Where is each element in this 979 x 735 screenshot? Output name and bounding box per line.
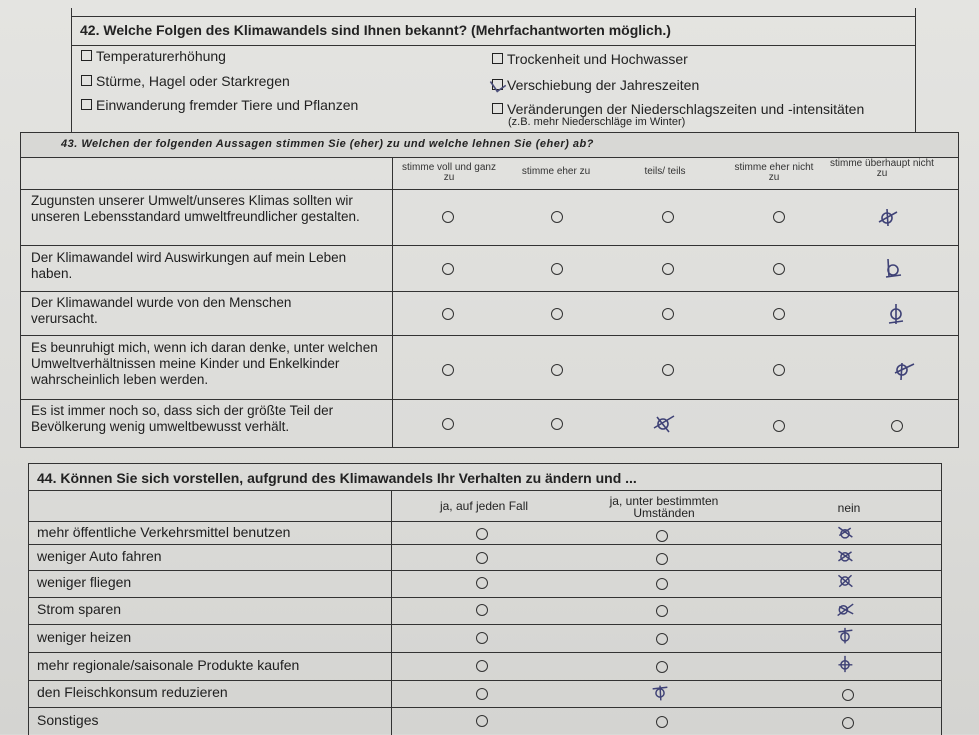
row-divider: [29, 597, 941, 598]
radio-option[interactable]: [842, 717, 854, 729]
q42-option-precipitation[interactable]: Veränderungen der Niederschlagszeiten und -intensitäten (z.B. mehr Niederschläge im Winter): [492, 101, 864, 128]
radio-option[interactable]: [656, 578, 668, 590]
radio-option[interactable]: [476, 528, 488, 540]
handwritten-mark-icon[interactable]: [836, 572, 854, 590]
radio-option[interactable]: [842, 689, 854, 701]
column-divider: [391, 490, 392, 735]
question-43-table: [20, 132, 959, 448]
behavior-less-driving: weniger Auto fahren: [37, 548, 162, 564]
q42-option-invasive-species[interactable]: Einwanderung fremder Tiere und Pflanzen: [81, 97, 358, 113]
q42-option-drought-flood[interactable]: Trockenheit und Hochwasser: [492, 51, 688, 67]
statement-lifestyle: Zugunsten unserer Umwelt/unseres Klimas sollten wir unseren Lebensstandard umweltfreundlicher gestalten.: [31, 193, 360, 224]
handwritten-mark-icon[interactable]: [651, 684, 669, 702]
radio-option[interactable]: [476, 577, 488, 589]
question-42-box: [71, 8, 916, 133]
behavior-other: Sonstiges: [37, 712, 99, 728]
radio-option[interactable]: [442, 211, 454, 223]
question-44-title: 44. Können Sie sich vorstellen, aufgrund des Klimawandels Ihr Verhalten zu ändern und ...: [37, 470, 637, 486]
col-header-strongly-agree: stimme voll und ganz zu: [402, 162, 496, 183]
radio-option[interactable]: [476, 552, 488, 564]
q42-option-storms[interactable]: Stürme, Hagel oder Starkregen: [81, 73, 290, 89]
radio-option[interactable]: [773, 211, 785, 223]
radio-option[interactable]: [656, 633, 668, 645]
row-divider: [29, 544, 941, 545]
column-divider: [392, 157, 393, 447]
radio-option[interactable]: [442, 364, 454, 376]
handwritten-mark-icon[interactable]: [836, 655, 854, 673]
radio-option[interactable]: [662, 308, 674, 320]
radio-option[interactable]: [656, 553, 668, 565]
col-header-no: nein: [837, 501, 861, 515]
row-divider: [29, 680, 941, 681]
row-divider: [21, 245, 958, 246]
radio-option[interactable]: [551, 211, 563, 223]
checkbox[interactable]: [492, 103, 503, 114]
radio-option[interactable]: [551, 308, 563, 320]
row-divider: [21, 399, 958, 400]
radio-option[interactable]: [656, 605, 668, 617]
checkbox-checked[interactable]: [492, 79, 503, 90]
handwritten-mark-icon[interactable]: [836, 524, 854, 542]
behavior-less-meat: den Fleischkonsum reduzieren: [37, 684, 228, 700]
col-header-yes-definitely: ja, auf jeden Fall: [439, 499, 529, 513]
col-header-yes-conditions: ja, unter bestimmten Umständen: [609, 494, 719, 520]
radio-option[interactable]: [442, 263, 454, 275]
radio-option[interactable]: [551, 364, 563, 376]
radio-option[interactable]: [891, 420, 903, 432]
handwritten-mark-icon[interactable]: [885, 303, 907, 325]
handwritten-mark-icon[interactable]: [877, 206, 899, 228]
col-header-strongly-disagree: stimme überhaupt nicht zu: [830, 158, 934, 179]
handwritten-mark-icon[interactable]: [893, 359, 915, 381]
row-divider: [29, 624, 941, 625]
radio-option[interactable]: [773, 420, 785, 432]
radio-option[interactable]: [662, 263, 674, 275]
radio-option[interactable]: [476, 660, 488, 672]
row-divider: [21, 189, 958, 190]
behavior-less-heating: weniger heizen: [37, 629, 132, 645]
question-42-title: 42. Welche Folgen des Klimawandels sind Ihnen bekannt? (Mehrfachantworten möglich.): [80, 22, 671, 38]
behavior-save-power: Strom sparen: [37, 601, 122, 617]
checkbox[interactable]: [81, 75, 92, 86]
radio-option[interactable]: [773, 364, 785, 376]
radio-option[interactable]: [773, 263, 785, 275]
row-divider: [21, 335, 958, 336]
row-divider: [29, 707, 941, 708]
radio-option[interactable]: [476, 715, 488, 727]
behavior-public-transport: mehr öffentliche Verkehrsmittel benutzen: [37, 524, 291, 540]
question-43-header: [21, 133, 958, 158]
question-44-table: [28, 463, 942, 735]
checkbox[interactable]: [81, 50, 92, 61]
radio-option[interactable]: [476, 632, 488, 644]
statement-human-caused: Der Klimawandel wurde von den Menschen verursacht.: [31, 295, 292, 326]
statement-impact-life: Der Klimawandel wird Auswirkungen auf mein Leben haben.: [31, 250, 347, 281]
col-header-agree: stimme eher zu: [521, 166, 591, 177]
radio-option[interactable]: [551, 263, 563, 275]
handwritten-mark-icon[interactable]: [836, 547, 854, 565]
radio-option[interactable]: [662, 211, 674, 223]
q42-option-note: (z.B. mehr Niederschläge im Winter): [508, 116, 686, 128]
statement-population-awareness: Es ist immer noch so, dass sich der größte Teil der Bevölkerung wenig umweltbewusst verhält.: [31, 403, 334, 434]
q42-option-seasons[interactable]: Verschiebung der Jahreszeiten: [492, 77, 699, 93]
q42-option-temperature[interactable]: Temperaturerhöhung: [81, 48, 226, 64]
row-divider: [29, 521, 941, 522]
handwritten-mark-icon[interactable]: [653, 413, 675, 435]
col-header-neutral: teils/ teils: [644, 166, 686, 177]
row-divider: [29, 652, 941, 653]
radio-option[interactable]: [656, 661, 668, 673]
radio-option[interactable]: [656, 530, 668, 542]
row-divider: [29, 490, 941, 491]
radio-option[interactable]: [551, 418, 563, 430]
row-divider: [29, 570, 941, 571]
radio-option[interactable]: [662, 364, 674, 376]
radio-option[interactable]: [656, 716, 668, 728]
checkbox[interactable]: [81, 99, 92, 110]
radio-option[interactable]: [476, 688, 488, 700]
radio-option[interactable]: [442, 418, 454, 430]
behavior-less-flying: weniger fliegen: [37, 574, 132, 590]
radio-option[interactable]: [476, 604, 488, 616]
question-42-header: [72, 16, 915, 46]
radio-option[interactable]: [773, 308, 785, 320]
handwritten-mark-icon[interactable]: [836, 627, 854, 645]
row-divider: [21, 291, 958, 292]
handwritten-mark-icon[interactable]: [883, 257, 905, 279]
checkbox[interactable]: [492, 53, 503, 64]
statement-worry-children: Es beunruhigt mich, wenn ich daran denke, unter welchen Umweltverhältnissen meine Kinder und Enkelkinder wahrscheinlich leben werden.: [31, 340, 378, 387]
handwritten-mark-icon[interactable]: [836, 600, 854, 618]
question-43-title: 43. Welchen der folgenden Aussagen stimmen Sie (eher) zu und welche lehnen Sie (eher) ab?: [61, 138, 594, 150]
col-header-disagree: stimme eher nicht zu: [734, 162, 814, 183]
behavior-regional-products: mehr regionale/saisonale Produkte kaufen: [37, 657, 300, 673]
radio-option[interactable]: [442, 308, 454, 320]
